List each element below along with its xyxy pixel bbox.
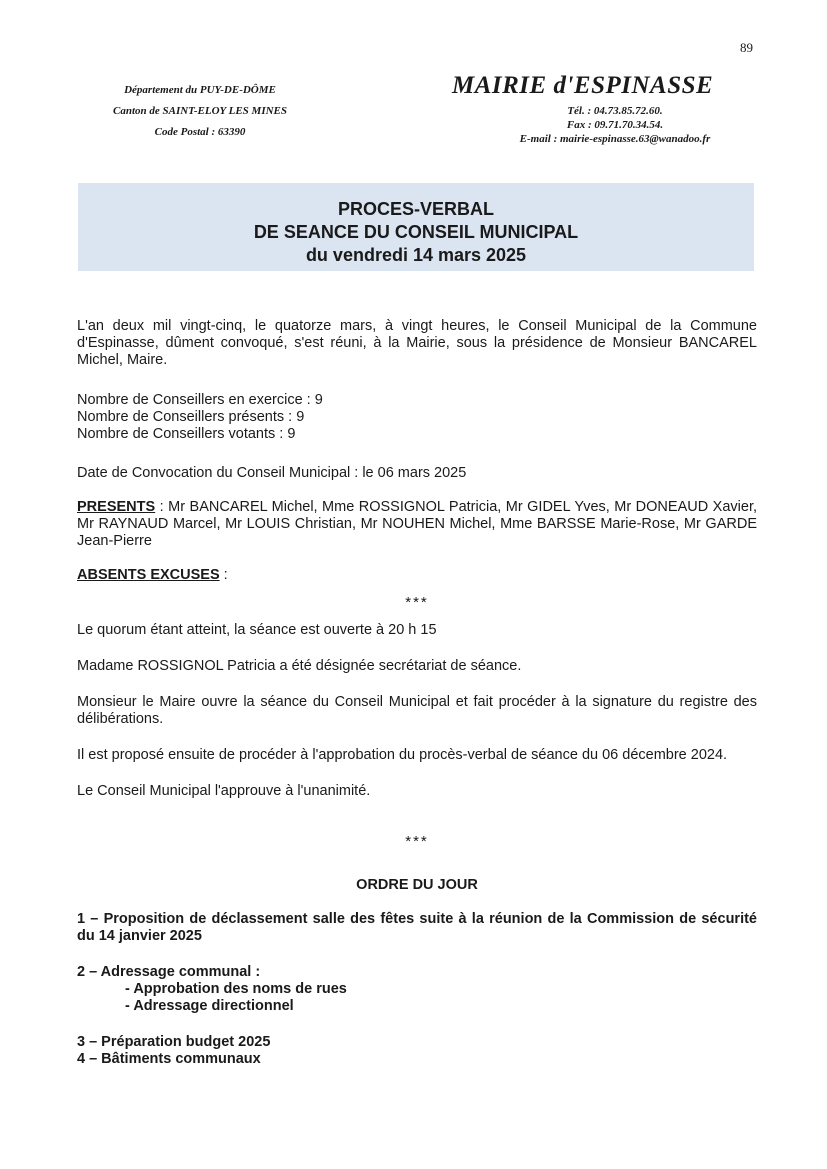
title-line-1: PROCES-VERBAL — [337, 199, 494, 219]
presents-label: PRESENTS — [77, 499, 156, 515]
convocation-date: Date de Convocation du Conseil Municipal : le 06 mars 2025 — [77, 465, 467, 481]
mairie-title: MAIRIE d'ESPINASSE — [452, 72, 714, 99]
separator-stars: *** — [405, 594, 429, 611]
approval-proposal-line: Il est proposé ensuite de procéder à l'approbation du procès-verbal de séance du 06 décembre 2024. — [77, 747, 728, 763]
separator-stars-2: *** — [405, 833, 429, 850]
presents-paragraph — [77, 499, 757, 550]
approval-line: Le Conseil Municipal l'approuve à l'unanimité. — [77, 783, 371, 799]
presents-list: : Mr BANCAREL Michel, Mme ROSSIGNOL Patricia, Mr GIDEL Yves, Mr DONEAUD Xavier, Mr RAYNAUD Marcel, Mr LOUIS Christian, Mr NOUHEN Michel, Mme BARSSE Marie-Rose, Mr GARDE Jean-Pierre — [77, 499, 757, 549]
title-box — [78, 183, 754, 271]
count-presents: Nombre de Conseillers présents : 9 — [77, 409, 305, 425]
absents-paragraph — [77, 567, 757, 584]
agenda-item-2: 2 – Adressage communal : — [77, 964, 261, 980]
document-body — [77, 318, 757, 1068]
quorum-line: Le quorum étant atteint, la séance est ouverte à 20 h 15 — [77, 622, 437, 638]
count-votants: Nombre de Conseillers votants : 9 — [77, 426, 296, 442]
canton-line: Canton de SAINT-ELOY LES MINES — [112, 105, 287, 117]
absents-label: ABSENTS EXCUSES — [77, 567, 220, 583]
agenda-title: ORDRE DU JOUR — [356, 877, 478, 893]
agenda-item-3: 3 – Préparation budget 2025 — [77, 1034, 271, 1050]
absents-list: : — [219, 567, 228, 583]
agenda-item-2-sub-2: - Adressage directionnel — [125, 998, 294, 1014]
email-line: E-mail : mairie-espinasse.63@wanadoo.fr — [519, 133, 711, 145]
department-block — [80, 80, 320, 143]
intro-paragraph: L'an deux mil vingt-cinq, le quatorze mars, à vingt heures, le Conseil Municipal de la Commune d'Espinasse, dûment convoqué, s'est réuni, à la Mairie, sous la présidence de Monsieur BANCAREL Michel, Maire. — [77, 318, 757, 368]
postal-code-line: Code Postal : 63390 — [154, 126, 246, 138]
title-line-2: DE SEANCE DU CONSEIL MUNICIPAL — [253, 222, 579, 242]
fax-line: Fax : 09.71.70.34.54. — [566, 119, 664, 131]
department-line: Département du PUY-DE-DÔME — [124, 84, 276, 96]
count-exercice: Nombre de Conseillers en exercice : 9 — [77, 392, 323, 408]
agenda-item-4: 4 – Bâtiments communaux — [77, 1051, 261, 1067]
title-line-3: du vendredi 14 mars 2025 — [305, 245, 527, 265]
secretary-line: Madame ROSSIGNOL Patricia a été désignée secrétariat de séance. — [77, 658, 522, 674]
contact-block — [470, 104, 760, 146]
page-number: 89 — [740, 40, 753, 55]
opening-paragraph: Monsieur le Maire ouvre la séance du Conseil Municipal et fait procéder à la signature du registre des délibérations. — [77, 694, 757, 727]
agenda-item-1: 1 – Proposition de déclassement salle des fêtes suite à la réunion de la Commission de sécurité du 14 janvier 2025 — [77, 911, 757, 944]
agenda-item-2-sub-1: - Approbation des noms de rues — [125, 981, 347, 997]
tel-line: Tél. : 04.73.85.72.60. — [567, 105, 663, 117]
